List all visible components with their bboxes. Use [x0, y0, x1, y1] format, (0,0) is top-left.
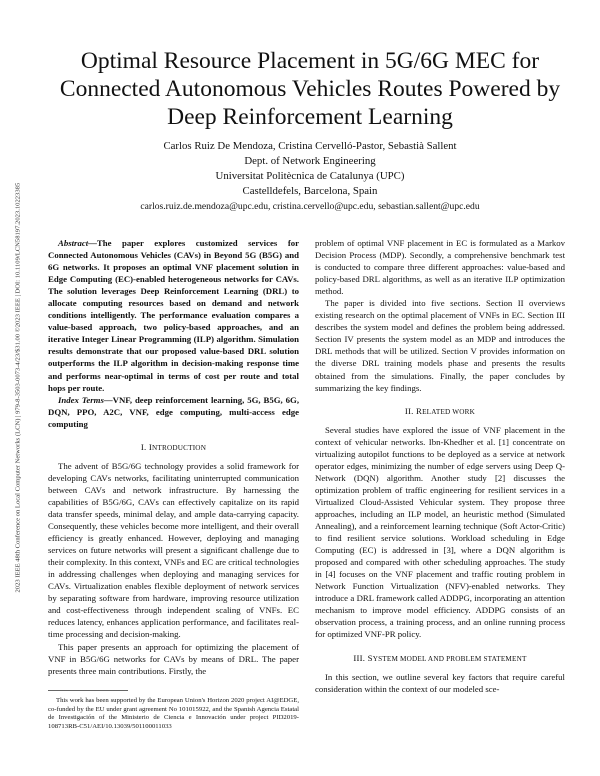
index-terms-label: Index Terms — [58, 394, 104, 405]
section-heading-related-work: II. RELATED WORK — [404, 405, 476, 416]
abstract — [48, 237, 299, 430]
related-work-paragraph: Several studies have explored the issue of VNF placement in the context of vehicular networks. Ibn-Khedher et al. [1] concentrate on virtualizing autopilot functions to be deployed as a service at network operator edges, minimizing the number of edge servers using Deep Q-Network (DQN) algorithm. Another study [2] discusses the optimization problem of traffic engineering for resilient services in a Virtualized Cloud-Assisted Vehicular system. They propose three approaches, including an ILP model, an heuristic method (Simulated Annealing), and a reinforcement learning technique (Soft Actor-Critic) to find resilient service solutions. Workload scheduling in Edge Computing (EC) is addressed in [3], where a DQN algorithm is proposed and compared with other scheduling approaches. The study in [4] focuses on the VNF placement and traffic routing problem in Network Function Virtualization (NFV)-enabled networks. They introduce a DRL framework called ADDPG, incorporating an attention mechanism to improve model efficiency. ADDPG consists of an observation process, a training process, and an online running process for optimized VNF-PR policy. — [315, 424, 565, 640]
section-heading-system-model: III. SYSTEM MODEL AND PROBLEM STATEMENT — [353, 652, 527, 663]
author-dept: Dept. of Network Engineering — [244, 155, 376, 167]
contributions-paragraph: problem of optimal VNF placement in EC is formulated as a Markov Decision Process (MDP). Secondly, a comprehensive benchmark test is conducted to compare three different approaches: value-based and policy-based DRL algorithms, as well as an iterative ILP optimization method. — [315, 238, 565, 297]
author-names: Carlos Ruiz De Mendoza, Cristina Cervelló-Pastor, Sebastià Sallent — [163, 140, 457, 152]
index-terms-text: —VNF, deep reinforcement learning, 5G, B5G, 6G, DQN, PPO, A2C, VNF, edge computing, multi-access edge computing — [48, 394, 300, 429]
footnote-rule — [48, 690, 128, 691]
intro-paragraph-2: This paper presents an approach for optimizing the placement of VNF in B5G/6G networks for CAVs by means of DRL. The paper presents three main contributions. Firstly, the — [48, 641, 299, 676]
abstract-text: —The paper explores customized services for Connected Autonomous Vehicles (CAVs) in Beyond 5G (B5G) and 6G networks. It proposes an optimal VNF placement solution in Edge Computing (EC)-enabled heterogeneous networks for CAVs. The solution leverages Deep Reinforcement Learning (DRL) to allocate computing resources based on demand and network conditions intelligently. The performance evaluation compares a value-based approach, two policy-based approaches, and an iterative Integer Linear Programming (ILP) algorithm. Simulation results demonstrate that our proposed value-based DRL solution outperforms the ILP algorithm in decision-making response time and performs near-optimal in terms of cost per route and total hops per route. — [48, 238, 299, 393]
footnote — [48, 697, 299, 731]
author-university: Universitat Politècnica de Catalunya (UPC) — [215, 170, 405, 182]
paper-title: Optimal Resource Placement in 5G/6G MEC for Connected Autonomous Vehicles Routes Powered by Deep Reinforcement Learning — [59, 48, 561, 130]
system-model-paragraph: In this section, we outline several key factors that require careful consideration within the context of our modeled sce- — [315, 671, 565, 694]
abstract-label: Abstract — [58, 238, 89, 248]
footnote-text: This work has been supported by the European Union's Horizon 2020 project AI@EDGE, co-funded by the EU under grant agreement No 101015922, and the Spanish Agencia Estatal de Investigación of the Ministerio de Ciencia e Innovación under project PID2019-108713RB-C51/AEI/10.13039/501100011033 — [48, 697, 299, 730]
section-heading-introduction: I. INTRODUCTION — [140, 441, 207, 452]
outline-paragraph: The paper is divided into five sections. Section II overviews existing research on the optimal placement of VNFs in EC. Section III describes the system model and defines the problem being addressed. Section IV presents the system model as an MDP and introduces the DRL methods that will be utilized. Section V provides information on the diverse DRL training models phase and presents the results obtained from the simulations. Finally, the paper concludes by summarizing the key findings. — [315, 298, 565, 393]
right-column — [315, 237, 565, 695]
left-column — [48, 237, 299, 677]
author-block — [40, 139, 580, 214]
intro-paragraph-1: The advent of B5G/6G technology provides a solid framework for developing CAVs networks, facilitating uninterrupted communication between CAVs and network infrastructure. By harnessing the capabilities of B5G/6G, CAVs can effectively capitalize on its rapid data transfer speeds, minimal delay, and ample data-carrying capacity. Consequently, these vehicles become more intelligent, and their overall efficiency is greatly enhanced. However, deploying and managing services on future networks will present a significant challenge due to their complexity. In this context, VNFs and EC are critical technologies in addressing challenges when deploying and managing services for CAVs. Virtualization enables flexible deployment of network services by separating software from hardware, improving resource utilization and cost-effectiveness through independent scaling of VNFs. EC reduces latency, enhances application performance, and facilitates real-time processing and decision-making. — [48, 460, 299, 640]
author-emails: carlos.ruiz.de.mendoza@upc.edu, cristina.cervello@upc.edu, sebastian.sallent@upc.edu — [140, 201, 480, 212]
publication-sidebar: 2023 IEEE 48th Conference on Local Computer Networks (LCN) | 979-8-3503-0073-4/23/$31.00 ©2023 IEEE | DOI: 10.1109/LCN58197.2023.10223385 — [14, 182, 22, 593]
author-city: Castelldefels, Barcelona, Spain — [242, 185, 378, 197]
